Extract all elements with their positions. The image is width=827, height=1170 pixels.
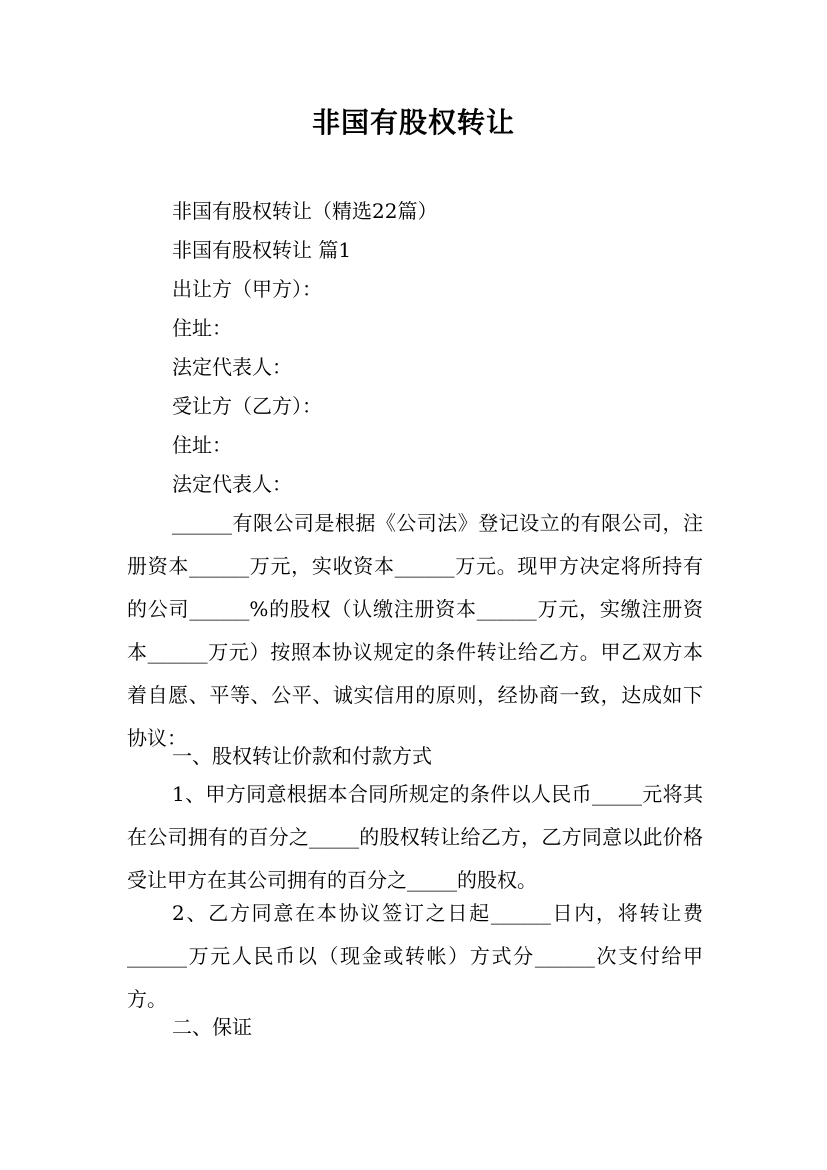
section-one-heading: 一、股权转让价款和付款方式 — [172, 744, 432, 768]
section-title: 非国有股权转让 篇1 — [172, 238, 352, 262]
document-subtitle: 非国有股权转让（精选22篇） — [172, 199, 438, 223]
clause-1: 1、甲方同意根据本合同所规定的条件以人民币_____元将其在公司拥有的百分之_____的股权转让给乙方，乙方同意以此价格受让甲方在其公司拥有的百分之_____的股权。 — [127, 782, 703, 892]
document-title: 非国有股权转让 — [311, 106, 515, 139]
party-a-representative: 法定代表人： — [172, 355, 292, 379]
party-a-label: 出让方（甲方）： — [172, 277, 322, 301]
party-a-address: 住址： — [172, 316, 232, 340]
section-two-heading: 二、保证 — [172, 1015, 252, 1039]
clause-2: 2、乙方同意在本协议签订之日起______日内，将转让费______万元人民币以（现金或转帐）方式分______次支付给甲方。 — [127, 901, 703, 1011]
party-b-representative: 法定代表人： — [172, 472, 292, 496]
party-b-address: 住址： — [172, 433, 232, 457]
party-b-label: 受让方（乙方）： — [172, 394, 322, 418]
intro-paragraph: ______有限公司是根据《公司法》登记设立的有限公司，注册资本______万元，实收资本______万元。现甲方决定将所持有的公司______%的股权（认缴注册资本______万元，实缴注册资本______万元）按照本协议规定的条件转让给乙方。甲乙双方本着自愿、平等、公平、诚实信用的原则，经协商一致，达成如下协议： — [127, 511, 703, 750]
